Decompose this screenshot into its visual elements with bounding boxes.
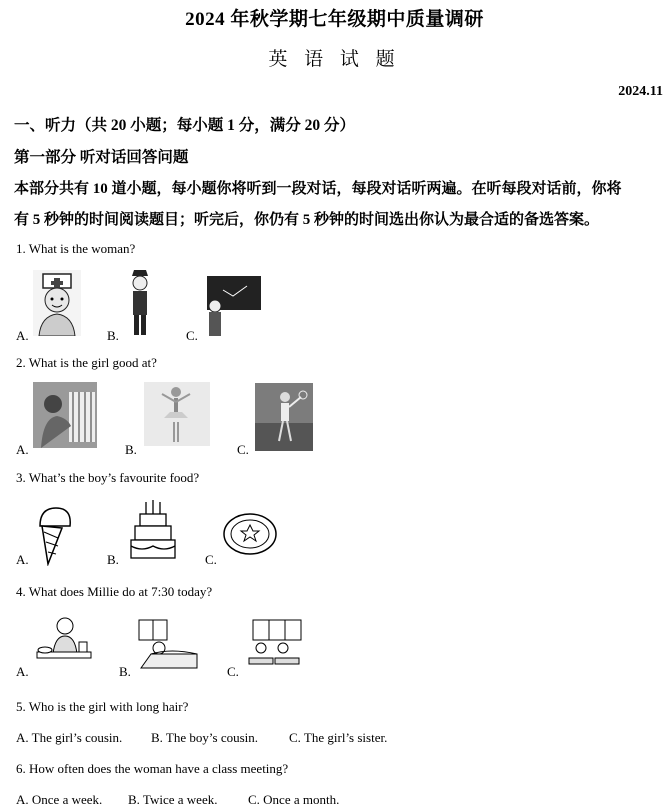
q2-option-a[interactable]: A.: [16, 442, 29, 457]
pie-icon: [222, 512, 278, 556]
police-icon: [124, 268, 156, 338]
piano-icon: [33, 382, 97, 448]
question-6: 6. How often does the woman have a class meeting?: [16, 761, 289, 776]
q6-answer-a[interactable]: A. Once a week.: [16, 792, 103, 807]
bed-icon: [137, 618, 201, 674]
q5-answer-b[interactable]: B. The boy’s cousin.: [151, 730, 259, 745]
q6-answer-c[interactable]: C. Once a month.: [248, 792, 340, 807]
q3-option-a[interactable]: A.: [16, 552, 29, 567]
tennis-icon: [255, 383, 313, 451]
exam-title: 2024 年秋学期七年级期中质量调研: [185, 9, 484, 30]
section-heading: 一、听力（共 20 小题；每小题 1 分，满分 20 分）: [14, 117, 356, 134]
question-2: 2. What is the girl good at?: [16, 355, 157, 370]
instructions-line-2: 有 5 秒钟的时间阅读题目；听完后，你仍有 5 秒钟的时间选出你认为最合适的备选答案。: [14, 212, 600, 228]
breakfast-icon: [33, 614, 95, 670]
q2-option-b[interactable]: B.: [125, 442, 137, 457]
q4-option-a[interactable]: A.: [16, 664, 29, 679]
question-3: 3. What’s the boy’s favourite food?: [16, 470, 200, 485]
question-1: 1. What is the woman?: [16, 241, 136, 256]
q1-option-c[interactable]: C.: [186, 328, 198, 343]
classroom-icon: [245, 618, 303, 674]
q2-option-c[interactable]: C.: [237, 442, 249, 457]
q6-answer-b[interactable]: B. Twice a week.: [128, 792, 218, 807]
q1-option-a[interactable]: A.: [16, 328, 29, 343]
q1-option-b[interactable]: B.: [107, 328, 119, 343]
nurse-icon: [33, 270, 81, 336]
q5-answer-c[interactable]: C. The girl’s sister.: [289, 730, 388, 745]
exam-date: 2024.11: [618, 84, 663, 99]
part-title: 第一部分 听对话回答问题: [14, 149, 189, 166]
q3-option-b[interactable]: B.: [107, 552, 119, 567]
question-4: 4. What does Millie do at 7:30 today?: [16, 584, 213, 599]
cake-icon: [128, 500, 178, 562]
ballet-icon: [144, 382, 210, 446]
q5-answer-a[interactable]: A. The girl’s cousin.: [16, 730, 123, 745]
q3-option-c[interactable]: C.: [205, 552, 217, 567]
q4-option-c[interactable]: C.: [227, 664, 239, 679]
exam-subtitle: 英 语 试 题: [268, 49, 401, 70]
instructions-line-1: 本部分共有 10 道小题，每小题你将听到一段对话，每段对话听两遍。在听每段对话前，你将: [14, 181, 622, 197]
question-5: 5. Who is the girl with long hair?: [16, 699, 189, 714]
ice-cream-icon: [34, 504, 74, 566]
q4-option-b[interactable]: B.: [119, 664, 131, 679]
teacher-icon: [203, 276, 261, 336]
